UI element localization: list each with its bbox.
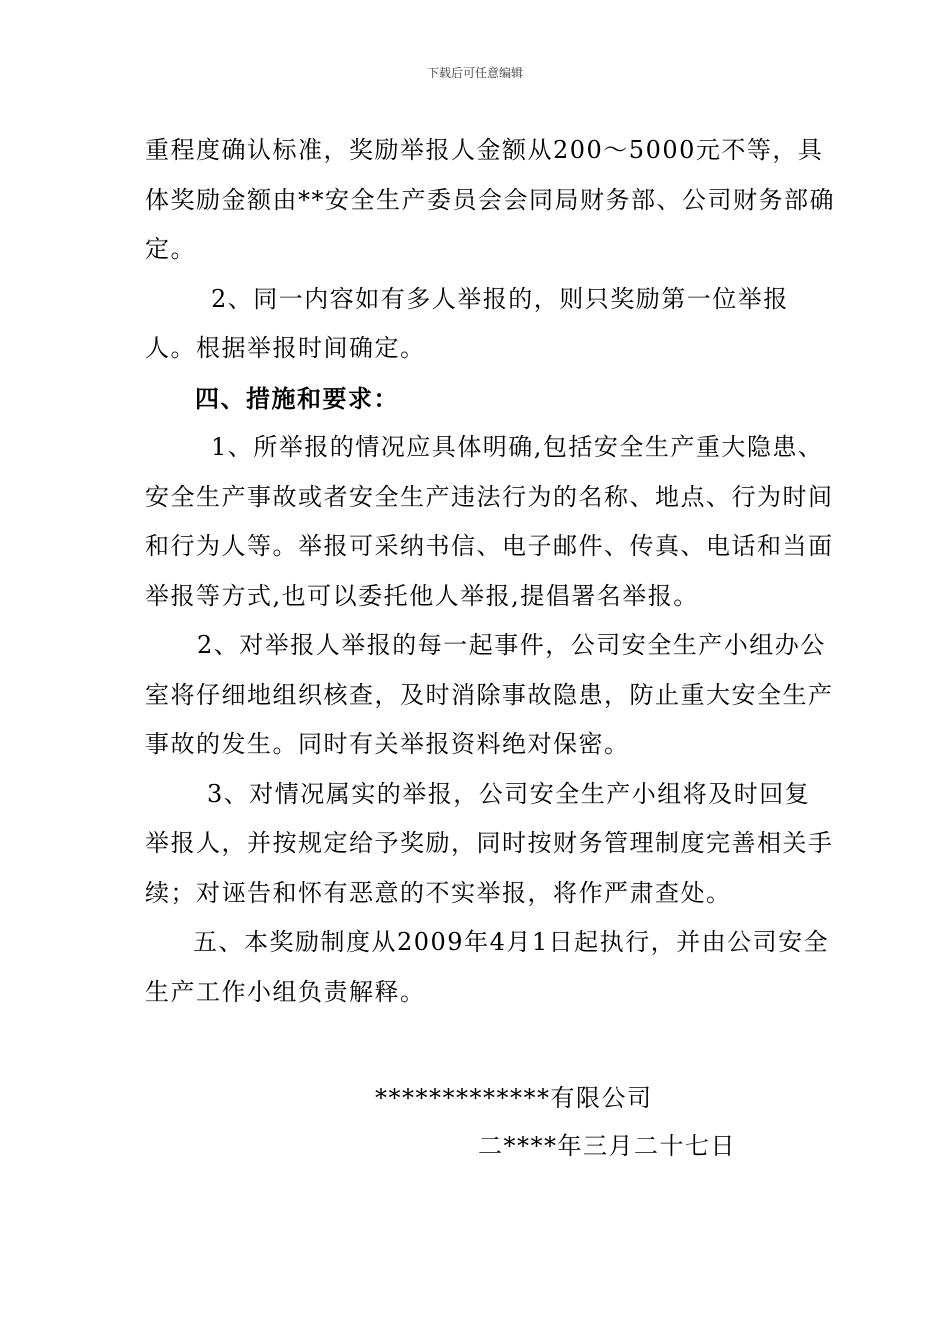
paragraph-report-requirements: 1、所举报的情况应具体明确,包括安全生产重大隐患、安全生产事故或者安全生产违法行为的名称、地点、行为时间和行为人等。举报可采纳书信、电子邮件、传真、电话和当面举报等方式,也可以委托他人举报,提倡署名举报。 — [145, 433, 834, 610]
paragraph-verified-reports: 3、对情况属实的举报，公司安全生产小组将及时回复举报人，并按规定给予奖励，同时按财务管理制度完善相关手续；对诬告和怀有恶意的不实举报，将作严肃查处。 — [145, 779, 834, 907]
paragraph-effective-date: 五、本奖励制度从2009年4月1日起执行，并由公司安全生产工作小组负责解释。 — [145, 928, 830, 1006]
signature-company: *************有限公司 — [375, 1084, 653, 1112]
paragraph-reward-amount: 重程度确认标准，奖励举报人金额从200～5000元不等，具体奖励金额由**安全生产委员会会同局财务部、公司财务部确定。 — [145, 136, 835, 263]
section-heading-measures: 四、措施和要求： — [195, 383, 399, 413]
document-body — [145, 126, 835, 1017]
paragraph-multiple-reporters: 2、同一内容如有多人举报的，则只奖励第一位举报人。根据举报时间确定。 — [145, 284, 789, 362]
page-header-note: 下载后可任意编辑 — [426, 66, 523, 80]
signature-date: 二****年三月二十七日 — [478, 1132, 736, 1160]
paragraph-investigation: 2、对举报人举报的每一起事件，公司安全生产小组办公室将仔细地组织核查，及时消除事故隐患，防止重大安全生产事故的发生。同时有关举报资料绝对保密。 — [145, 631, 834, 758]
